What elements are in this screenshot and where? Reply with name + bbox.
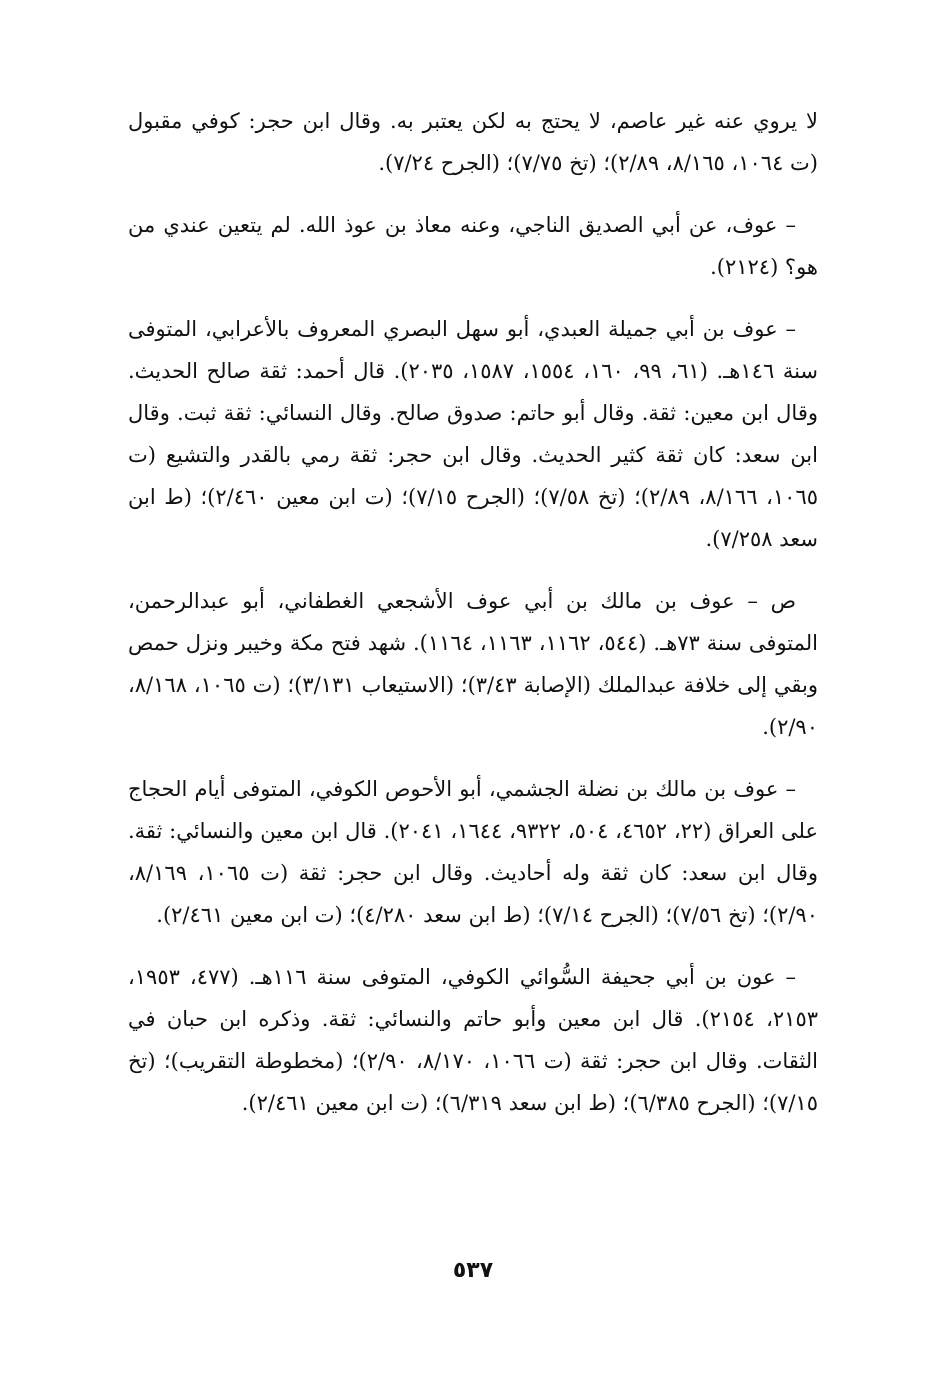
entry-awn-ibn-abi-juhayfa: – عون بن أبي جحيفة السُّوائي الكوفي، المتوفى سنة ١١٦هـ. (٤٧٧، ١٩٥٣، ٢١٥٣، ٢١٥٤). قال ابن معين وأبو حاتم والنسائي: ثقة. وذكره ابن حبان في الثقات. وقال ابن حجر: ثقة (ت ١٠٦٦، ٨/١٧٠، ٢/٩٠)؛ (مخطوطة التقريب)؛ (تخ ٧/١٥)؛ (الجرح ٦/٣٨٥)؛ (ط ابن سعد ٦/٣١٩)؛ (ت ابن معين ٢/٤٦١).	[128, 965, 819, 1115]
entry-awf-ibn-malik-jushami: – عوف بن مالك بن نضلة الجشمي، أبو الأحوص الكوفي، المتوفى أيام الحجاج على العراق (٢٢، ٤٦٥٢، ٥٠٤، ٩٣٢٢، ١٦٤٤، ٢٠٤١). قال ابن معين والنسائي: ثقة. وقال ابن سعد: كان ثقة وله أحاديث. وقال ابن حجر: ثقة (ت ١٠٦٥، ٨/١٦٩، ٢/٩٠)؛ (تخ ٧/٥٦)؛ (الجرح ٧/١٤)؛ (ط ابن سعد ٤/٢٨٠)؛ (ت ابن معين ٢/٤٦١).	[128, 777, 819, 927]
entry-awf-ibn-malik-ashjai: ص – عوف بن مالك بن أبي عوف الأشجعي الغطفاني، أبو عبدالرحمن، المتوفى سنة ٧٣هـ. (٥٤٤، ١١٦٢، ١١٦٣، ١١٦٤). شهد فتح مكة وخيبر ونزل حمص وبقي إلى خلافة عبدالملك (الإصابة ٣/٤٣)؛ (الاستيعاب ٣/١٣١)؛ (ت ١٠٦٥، ٨/١٦٨، ٢/٩٠).	[128, 589, 819, 739]
entry-awf-ibn-abi-jamila: – عوف بن أبي جميلة العبدي، أبو سهل البصري المعروف بالأعرابي، المتوفى سنة ١٤٦هـ. (٦١، ٩٩، ١٦٠، ١٥٥٤، ١٥٨٧، ٢٠٣٥). قال أحمد: ثقة صالح الحديث. وقال ابن معين: ثقة. وقال أبو حاتم: صدوق صالح. وقال النسائي: ثقة ثبت. وقال ابن سعد: كان ثقة كثير الحديث. وقال ابن حجر: ثقة رمي بالقدر والتشيع (ت ١٠٦٥، ٨/١٦٦، ٢/٨٩)؛ (تخ ٧/٥٨)؛ (الجرح ٧/١٥)؛ (ت ابن معين ٢/٤٦٠)؛ (ط ابن سعد ٧/٢٥٨).	[128, 317, 819, 551]
page-number: ٥٣٧	[452, 1258, 494, 1283]
entry-awf: – عوف، عن أبي الصديق الناجي، وعنه معاذ بن عوذ الله. لم يتعين عندي من هو؟ (٢١٢٤).	[128, 213, 818, 279]
entry-continuation: لا يروي عنه غير عاصم، لا يحتج به لكن يعتبر به. وقال ابن حجر: كوفي مقبول (ت ١٠٦٤، ٨/١٦٥، ٢/٨٩)؛ (تخ ٧/٧٥)؛ (الجرح ٧/٢٤).	[128, 109, 818, 175]
biography-entries	[128, 100, 818, 1144]
